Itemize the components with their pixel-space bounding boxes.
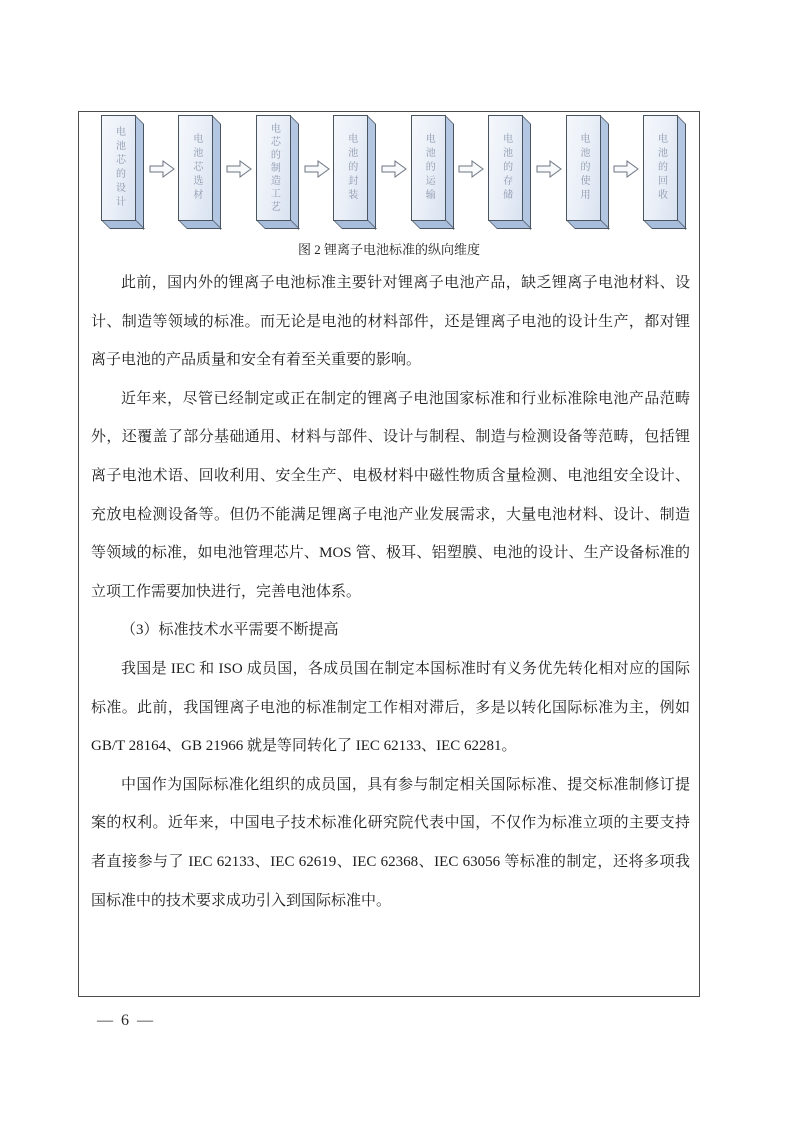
right-arrow-icon — [304, 159, 330, 179]
flowchart — [79, 112, 699, 237]
flow-node-cell-design — [101, 115, 145, 230]
flow-node-label: 电池的封装 — [345, 133, 357, 203]
section-heading-3: （3）标准技术水平需要不断提高 — [121, 622, 339, 639]
content-frame — [78, 111, 700, 997]
right-arrow-icon — [226, 159, 252, 179]
right-arrow-icon — [613, 159, 639, 179]
flow-node-label: 电池的运输 — [423, 133, 435, 203]
flow-node-label: 电池的回收 — [655, 133, 667, 203]
right-arrow-icon — [149, 159, 175, 179]
flow-node-recycling — [643, 115, 687, 230]
page-number: — 6 — — [97, 1012, 155, 1029]
right-arrow-icon — [536, 159, 562, 179]
right-arrow-icon — [458, 159, 484, 179]
flow-node-transport — [411, 115, 455, 230]
flow-node-label: 电池芯选材 — [190, 133, 202, 203]
flow-node-storage — [488, 115, 532, 230]
flow-node-cell-material — [178, 115, 222, 230]
flow-node-label: 电池的使用 — [578, 133, 590, 203]
flow-node-usage — [566, 115, 610, 230]
paragraph-1: 此前，国内外的锂离子电池标准主要针对锂离子电池产品，缺乏锂离子电池材料、设计、制造等领域的标准。而无论是电池的材料部件，还是锂离子电池的设计生产，都对锂离子电池的产品质量和安全有着至关重要的影响。 — [91, 275, 690, 369]
right-arrow-icon — [381, 159, 407, 179]
body-text — [79, 259, 699, 920]
flow-node-label: 电芯的制造工艺 — [268, 122, 280, 214]
flow-node-manufacturing — [256, 115, 300, 230]
flow-node-label: 电池的存储 — [500, 133, 512, 203]
paragraph-3: 我国是 IEC 和 ISO 成员国，各成员国在制定本国标准时有义务优先转化相对应的国际标准。此前，我国锂离子电池的标准制定工作相对滞后，多是以转化国际标准为主，例如 GB/T 28164、GB 21966 就是等同转化了 IEC 62133、IEC 62281。 — [91, 660, 690, 755]
paragraph-4: 中国作为国际标准化组织的成员国，具有参与制定相关国际标准、提交标准制修订提案的权利。近年来，中国电子技术标准化研究院代表中国，不仅作为标准立项的主要支持者直接参与了 IEC 62133、IEC 62619、IEC 62368、IEC 63056 等标准的制定，还将多项我国标准中的技术要求成功引入到国际标准中。 — [91, 776, 690, 909]
figure-caption: 图 2 锂离子电池标准的纵向维度 — [297, 242, 480, 257]
paragraph-2: 近年来，尽管已经制定或正在制定的锂离子电池国家标准和行业标准除电池产品范畴外，还覆盖了部分基础通用、材料与部件、设计与制程、制造与检测设备等范畴，包括锂离子电池术语、回收利用、安全生产、电极材料中磁性物质含量检测、电池组安全设计、充放电检测设备等。但仍不能满足锂离子电池产业发展需求，大量电池材料、设计、制造等领域的标准，如电池管理芯片、MOS 管、极耳、铝塑膜、电池的设计、生产设备标准的立项工作需要加快进行，完善电池体系。 — [91, 390, 690, 600]
flow-node-packaging — [333, 115, 377, 230]
flow-node-label: 电池芯的设计 — [113, 126, 125, 210]
